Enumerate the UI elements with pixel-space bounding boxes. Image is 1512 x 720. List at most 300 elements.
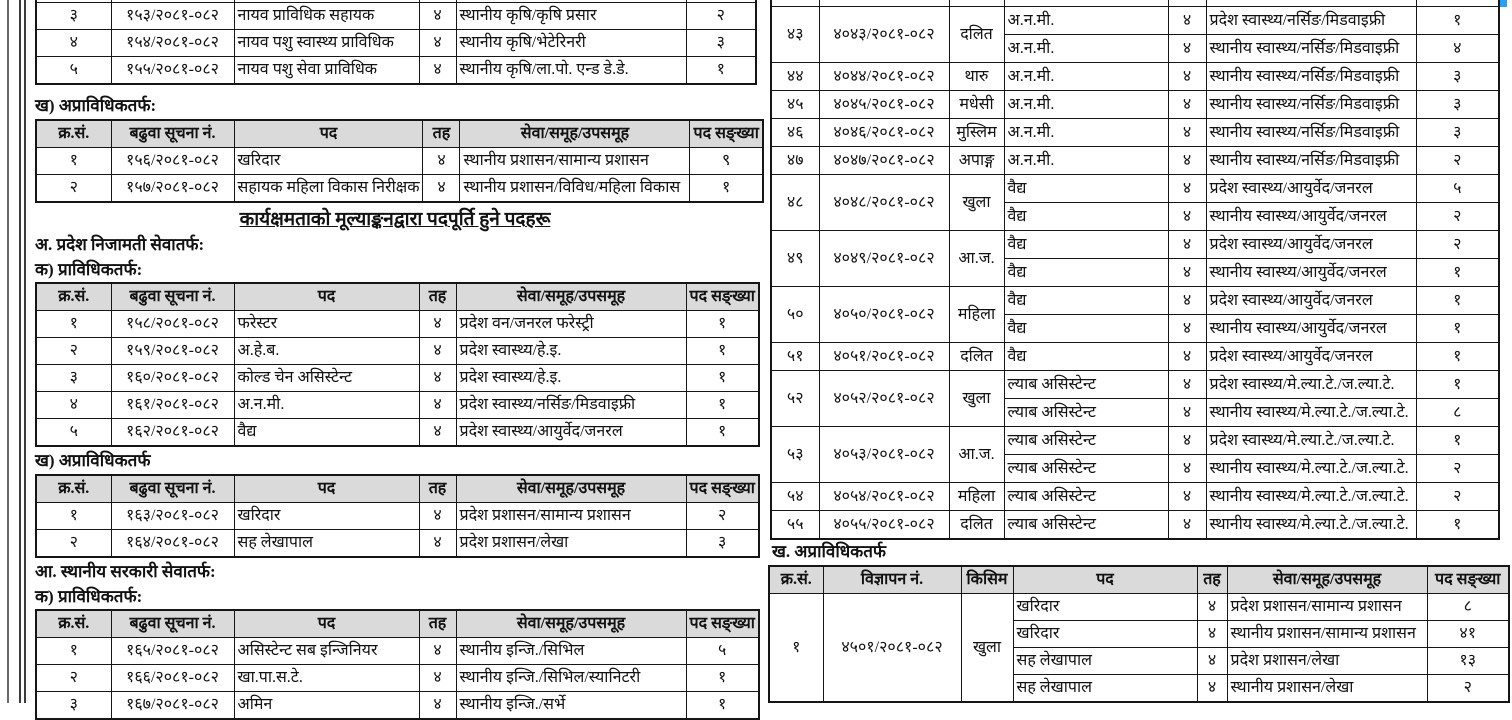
table-cell: स्थानीय स्वास्थ्य/नर्सिङ/मिडवाइफ्री: [1206, 119, 1416, 147]
table-cell: सहायक महिला विकास निरीक्षक: [234, 175, 423, 203]
table-cell: ४: [1168, 35, 1206, 63]
table-cell: १५५/२०८१-०८२: [111, 57, 234, 85]
table-cell: नायव प्राविधिक सहायक: [234, 3, 419, 30]
table-header-cell: पद सङ्ख्या: [686, 283, 759, 311]
table-cell: १६०/२०८१-०८२: [111, 365, 234, 392]
table-row: [771, 483, 1499, 511]
table-cell: ५४: [771, 483, 819, 511]
table-cell: ल्याब असिस्टेन्ट: [1004, 427, 1168, 455]
table-cell: ३: [36, 3, 111, 30]
table-cell: २: [36, 530, 111, 558]
table-cell: खुला: [949, 175, 1004, 231]
table-cell: स्थानीय स्वास्थ्य/मे.ल्या.टे./ज.ल्या.टे.: [1206, 511, 1416, 540]
pradesh-nontechnical-table: [35, 474, 760, 558]
table-cell: ४९: [771, 231, 819, 287]
table-cell: स्थानीय स्वास्थ्य/नर्सिङ/मिडवाइफ्री: [1206, 91, 1416, 119]
table-header-cell: सेवा/समूह/उपसमूह: [460, 120, 690, 148]
table-cell: स्थानीय प्रशासन/सामान्य प्रशासन: [1227, 621, 1427, 648]
table-cell: असिस्टेन्ट सब इन्जिनियर: [234, 638, 419, 665]
table-cell: अ.न.मी.: [1004, 35, 1168, 63]
table-header-cell: पद सङ्ख्या: [1427, 566, 1509, 594]
table-cell: ४०५३/२०८१-०८२: [819, 427, 949, 483]
table-cell: ३: [686, 30, 756, 57]
table-cell: ४: [1168, 315, 1206, 343]
table-cell: १५८/२०८१-०८२: [111, 311, 234, 338]
table-cell: प्रदेश स्वास्थ्य/हे.इ.: [456, 338, 686, 365]
advert-nontechnical-table: [768, 565, 1510, 703]
table-cell: ५२: [771, 371, 819, 427]
section-heading: आ. स्थानीय सरकारी सेवातर्फ:: [35, 562, 216, 581]
table-cell: स्थानीय स्वास्थ्य/नर्सिङ/मिडवाइफ्री: [1206, 63, 1416, 91]
table-cell: स्थानीय प्रशासन/लेखा: [1227, 675, 1427, 703]
table-cell: वैद्य: [1004, 175, 1168, 203]
table-cell: दलित: [949, 343, 1004, 371]
section-heading: अ. प्रदेश निजामती सेवातर्फ:: [35, 235, 205, 254]
table-cell: २: [36, 665, 111, 692]
table-cell: १: [686, 311, 759, 338]
table-cell: अ.न.मी.: [1004, 7, 1168, 35]
table-row: [771, 175, 1499, 203]
table-cell: ४: [423, 175, 460, 203]
table-cell: प्रदेश स्वास्थ्य/नर्सिङ/मिडवाइफ्री: [456, 392, 686, 419]
table-cell: अ.न.मी.: [1004, 119, 1168, 147]
table-header-cell: बढुवा सूचना नं.: [111, 610, 234, 638]
table-cell: १६७/२०८१-०८२: [111, 692, 234, 720]
section-heading: ख) अप्राविधिकतर्फ:: [35, 96, 157, 115]
table-cell: स्थानीय स्वास्थ्य/मे.ल्या.टे./ज.ल्या.टे.: [1206, 455, 1416, 483]
table-cell: २: [1416, 455, 1499, 483]
table-cell: प्रदेश स्वास्थ्य/मे.ल्या.टे./ज.ल्या.टे.: [1206, 427, 1416, 455]
table-cell: १: [1416, 427, 1499, 455]
table-cell: महिला: [949, 483, 1004, 511]
table-header-cell: क्र.सं.: [36, 120, 111, 148]
table-cell: मुस्लिम: [949, 119, 1004, 147]
table-cell: १: [769, 594, 823, 703]
table-header-row: [36, 120, 763, 148]
table-cell: प्रदेश स्वास्थ्य/नर्सिङ/मिडवाइफ्री: [1206, 7, 1416, 35]
table-cell: १: [686, 665, 759, 692]
table-cell: स्थानीय कृषि/भेटेरिनरी: [456, 30, 686, 57]
table-row: [36, 148, 763, 175]
table-cell: खरिदार: [1013, 621, 1197, 648]
table-cell: ४०४५/२०८१-०८२: [819, 91, 949, 119]
table-cell: ३: [1416, 91, 1499, 119]
table-header-cell: सेवा/समूह/उपसमूह: [456, 475, 686, 503]
table-cell: १: [1416, 511, 1499, 540]
table-cell: अ.हे.ब.: [234, 338, 419, 365]
table-cell: ४: [423, 148, 460, 175]
table-cell: २: [686, 503, 759, 530]
table-cell: ४: [419, 311, 456, 338]
table-cell: ल्याब असिस्टेन्ट: [1004, 399, 1168, 427]
table-cell: ५३: [771, 427, 819, 483]
table-row: [36, 175, 763, 203]
section-heading: क) प्राविधिकतर्फ:: [35, 587, 143, 606]
table-cell: ४: [419, 365, 456, 392]
table-cell: ल्याब असिस्टेन्ट: [1004, 483, 1168, 511]
table-cell: ४६: [771, 119, 819, 147]
pradesh-technical-table: [35, 282, 760, 447]
table-row: [771, 119, 1499, 147]
table-row: [36, 692, 759, 720]
table-header-cell: किसिम: [961, 566, 1013, 594]
table-cell: ४४: [771, 63, 819, 91]
table-cell: अ.न.मी.: [1004, 147, 1168, 175]
table-header-row: [36, 610, 759, 638]
table-cell: १६२/२०८१-०८२: [111, 419, 234, 447]
table-cell: १६५/२०८१-०८२: [111, 638, 234, 665]
table-header-cell: पद: [1013, 566, 1197, 594]
table-header-cell: तह: [423, 120, 460, 148]
table-header-cell: सेवा/समूह/उपसमूह: [456, 610, 686, 638]
table-cell: ४: [1168, 511, 1206, 540]
table-cell: वैद्य: [1004, 343, 1168, 371]
table-cell: वैद्य: [234, 419, 419, 447]
table-cell: १: [686, 338, 759, 365]
table-cell: प्रदेश प्रशासन/सामान्य प्रशासन: [1227, 594, 1427, 621]
table-cell: अ.न.मी.: [234, 392, 419, 419]
table-cell: ४: [1197, 675, 1227, 703]
table-cell: १६१/२०८१-०८२: [111, 392, 234, 419]
table-cell: मधेसी: [949, 91, 1004, 119]
table-cell: नायव पशु स्वास्थ्य प्राविधिक: [234, 30, 419, 57]
table-cell: ४: [419, 57, 456, 85]
table-cell: खरिदार: [234, 503, 419, 530]
table-cell: अ.न.मी.: [1004, 91, 1168, 119]
table-cell: ४५: [771, 91, 819, 119]
table-cell: ४: [1197, 621, 1227, 648]
table-row: [36, 3, 756, 30]
table-header-cell: पद: [234, 283, 419, 311]
table-cell: १५९/२०८१-०८२: [111, 338, 234, 365]
table-header-cell: पद: [234, 120, 423, 148]
table-cell: ४५०१/२०८१-०८२: [823, 594, 961, 703]
table-cell: १६४/२०८१-०८२: [111, 530, 234, 558]
table-cell: ४: [1168, 483, 1206, 511]
table-cell: १३: [1427, 648, 1509, 675]
table-cell: २: [1416, 231, 1499, 259]
table-header-cell: पद: [234, 610, 419, 638]
table-cell: १: [686, 692, 759, 720]
table-cell: ४०४८/२०८१-०८२: [819, 175, 949, 231]
table-cell: ३: [686, 530, 759, 558]
table-cell: स्थानीय कृषि/ला.पो. एन्ड डे.डे.: [456, 57, 686, 85]
table-cell: दलित: [949, 7, 1004, 63]
table-cell: वैद्य: [1004, 203, 1168, 231]
table-cell: प्रदेश स्वास्थ्य/आयुर्वेद/जनरल: [1206, 231, 1416, 259]
table-cell: १: [36, 638, 111, 665]
table-cell: ४०४७/२०८१-०८२: [819, 147, 949, 175]
table-cell: ४: [36, 392, 111, 419]
table-row: [36, 419, 759, 447]
table-cell: नायव पशु सेवा प्राविधिक: [234, 57, 419, 85]
table-cell: ४७: [771, 147, 819, 175]
table-cell: १: [36, 503, 111, 530]
section-heading: ख. अप्राविधिकतर्फ: [772, 542, 887, 561]
table-cell: ४३: [771, 7, 819, 63]
table-cell: २: [686, 3, 756, 30]
table-cell: अपाङ्ग: [949, 147, 1004, 175]
table-cell: १६३/२०८१-०८२: [111, 503, 234, 530]
table-header-cell: बढुवा सूचना नं.: [111, 475, 234, 503]
table-cell: ५: [36, 57, 111, 85]
table-row: [771, 7, 1499, 35]
table-row: [36, 365, 759, 392]
table-cell: १५४/२०८१-०८२: [111, 30, 234, 57]
table-row: [771, 287, 1499, 315]
table-cell: आ.ज.: [949, 231, 1004, 287]
table-cell: स्थानीय स्वास्थ्य/मे.ल्या.टे./ज.ल्या.टे.: [1206, 483, 1416, 511]
table-cell: स्थानीय कृषि/कृषि प्रसार: [456, 3, 686, 30]
table-cell: १५३/२०८१-०८२: [111, 3, 234, 30]
table-cell: ल्याब असिस्टेन्ट: [1004, 371, 1168, 399]
table-cell: आ.ज.: [949, 427, 1004, 483]
table-cell: स्थानीय प्रशासन/सामान्य प्रशासन: [460, 148, 690, 175]
table-cell: ४८: [771, 175, 819, 231]
table-cell: ४: [1168, 91, 1206, 119]
table-cell: ४: [1168, 399, 1206, 427]
table-cell: ४: [419, 3, 456, 30]
table-cell: स्थानीय इन्जि./सिभिल: [456, 638, 686, 665]
table-cell: प्रदेश प्रशासन/सामान्य प्रशासन: [456, 503, 686, 530]
table-header-cell: क्र.सं.: [36, 610, 111, 638]
table-cell: प्रदेश स्वास्थ्य/आयुर्वेद/जनरल: [1206, 287, 1416, 315]
table-cell: १: [690, 175, 763, 203]
table-cell: ८: [1427, 594, 1509, 621]
table-header-cell: पद सङ्ख्या: [690, 120, 763, 148]
table-cell: फरेस्टर: [234, 311, 419, 338]
table-row: [36, 311, 759, 338]
table-cell: ४०५१/२०८१-०८२: [819, 343, 949, 371]
table-header-row: [36, 283, 759, 311]
table-row: [771, 231, 1499, 259]
table-cell: २: [1427, 675, 1509, 703]
table-cell: ४०४४/२०८१-०८२: [819, 63, 949, 91]
table-row: [36, 503, 759, 530]
table-cell: स्थानीय स्वास्थ्य/आयुर्वेद/जनरल: [1206, 259, 1416, 287]
table-cell: स्थानीय स्वास्थ्य/आयुर्वेद/जनरल: [1206, 203, 1416, 231]
table-cell: ४: [419, 530, 456, 558]
table-row: [36, 665, 759, 692]
table-cell: २: [36, 338, 111, 365]
table-cell: ५५: [771, 511, 819, 540]
table-cell: ४: [36, 30, 111, 57]
table-cell: २: [1416, 483, 1499, 511]
table-cell: ४०५२/२०८१-०८२: [819, 371, 949, 427]
table-cell: ४: [1168, 175, 1206, 203]
table-cell: ५: [686, 638, 759, 665]
table-cell: ४०५४/२०८१-०८२: [819, 483, 949, 511]
table-cell: १५६/२०८१-०८२: [111, 148, 234, 175]
table-cell: ४: [1168, 231, 1206, 259]
table-row: [771, 371, 1499, 399]
table-cell: ४०५५/२०८१-०८२: [819, 511, 949, 540]
table-row: [36, 392, 759, 419]
table-cell: १: [1416, 287, 1499, 315]
table-row: [771, 427, 1499, 455]
local-technical-table: [35, 609, 760, 720]
table-row: [771, 63, 1499, 91]
table-header-cell: तह: [1197, 566, 1227, 594]
table-cell: ४: [419, 392, 456, 419]
table-cell: स्थानीय स्वास्थ्य/आयुर्वेद/जनरल: [1206, 315, 1416, 343]
table-cell: प्रदेश प्रशासन/लेखा: [456, 530, 686, 558]
table-cell: ४: [419, 638, 456, 665]
table-cell: ४: [1168, 343, 1206, 371]
table-cell: ४०४३/२०८१-०८२: [819, 7, 949, 63]
table-cell: ४०४६/२०८१-०८२: [819, 119, 949, 147]
table-header-cell: सेवा/समूह/उपसमूह: [1227, 566, 1427, 594]
table-row: [36, 638, 759, 665]
table-header-cell: तह: [419, 283, 456, 311]
table-cell: ५: [1416, 175, 1499, 203]
table-cell: खरिदार: [1013, 594, 1197, 621]
table-header-cell: तह: [419, 610, 456, 638]
table-cell: दलित: [949, 511, 1004, 540]
table-cell: ४: [419, 503, 456, 530]
table-row: [36, 57, 756, 85]
table-cell: २: [1416, 203, 1499, 231]
table-cell: स्थानीय प्रशासन/विविध/महिला विकास: [460, 175, 690, 203]
table-cell: ५१: [771, 343, 819, 371]
table-cell: वैद्य: [1004, 259, 1168, 287]
table-cell: महिला: [949, 287, 1004, 343]
table-cell: १: [686, 57, 756, 85]
table-cell: वैद्य: [1004, 315, 1168, 343]
table-cell: प्रदेश स्वास्थ्य/आयुर्वेद/जनरल: [1206, 175, 1416, 203]
table-cell: प्रदेश स्वास्थ्य/मे.ल्या.टे./ज.ल्या.टे.: [1206, 371, 1416, 399]
table-cell: ल्याब असिस्टेन्ट: [1004, 511, 1168, 540]
table-header-cell: बढुवा सूचना नं.: [111, 283, 234, 311]
table-header-cell: पद सङ्ख्या: [686, 475, 759, 503]
table-cell: ४: [419, 30, 456, 57]
table-cell: ४: [419, 692, 456, 720]
table-row: [771, 147, 1499, 175]
table-cell: स्थानीय स्वास्थ्य/नर्सिङ/मिडवाइफ्री: [1206, 35, 1416, 63]
table-row: [36, 30, 756, 57]
table-cell: ४: [1168, 147, 1206, 175]
table-cell: ४१: [1427, 621, 1509, 648]
table-cell: ४०५०/२०८१-०८२: [819, 287, 949, 343]
table-cell: ५: [36, 419, 111, 447]
table-cell: प्रदेश प्रशासन/लेखा: [1227, 648, 1427, 675]
table-cell: ४: [1168, 455, 1206, 483]
table-cell: ४: [1168, 203, 1206, 231]
table-cell: ३: [1416, 119, 1499, 147]
section-heading: क) प्राविधिकतर्फ:: [35, 260, 143, 279]
local-promotion-nontechnical-table: [35, 119, 764, 203]
table-cell: ४: [1197, 648, 1227, 675]
page-border-line: [24, 0, 26, 703]
table-cell: ४: [1168, 287, 1206, 315]
table-cell: कोल्ड चेन असिस्टेन्ट: [234, 365, 419, 392]
table-header-cell: क्र.सं.: [769, 566, 823, 594]
table-cell: २: [36, 175, 111, 203]
table-cell: १: [686, 392, 759, 419]
page-border-line: [19, 0, 21, 703]
advert-inclusive-table-continued: [770, 0, 1500, 540]
table-cell: सह लेखापाल: [1013, 648, 1197, 675]
table-cell: खुला: [961, 594, 1013, 703]
local-promotion-technical-table-continued: [35, 0, 757, 85]
table-header-cell: बढुवा सूचना नं.: [111, 120, 234, 148]
table-cell: १५७/२०८१-०८२: [111, 175, 234, 203]
table-cell: खरिदार: [234, 148, 423, 175]
table-cell: ४: [419, 338, 456, 365]
table-cell: स्थानीय इन्जि./सिभिल/स्यानिटरी: [456, 665, 686, 692]
table-cell: स्थानीय इन्जि./सर्भे: [456, 692, 686, 720]
table-cell: १: [36, 148, 111, 175]
table-header-cell: क्र.सं.: [36, 475, 111, 503]
table-cell: अमिन: [234, 692, 419, 720]
section-heading: ख) अप्राविधिकतर्फ: [35, 451, 151, 470]
table-header-cell: पद: [234, 475, 419, 503]
table-cell: १: [1416, 343, 1499, 371]
table-row: [36, 530, 759, 558]
table-header-cell: सेवा/समूह/उपसमूह: [456, 283, 686, 311]
table-cell: १: [1416, 371, 1499, 399]
table-cell: अ.न.मी.: [1004, 63, 1168, 91]
table-cell: स्थानीय स्वास्थ्य/नर्सिङ/मिडवाइफ्री: [1206, 147, 1416, 175]
table-cell: प्रदेश स्वास्थ्य/आयुर्वेद/जनरल: [1206, 343, 1416, 371]
table-cell: ४: [419, 665, 456, 692]
table-cell: वैद्य: [1004, 231, 1168, 259]
table-cell: ९: [690, 148, 763, 175]
table-header-cell: तह: [419, 475, 456, 503]
table-cell: ४: [1168, 63, 1206, 91]
table-row: [771, 343, 1499, 371]
table-cell: खुला: [949, 371, 1004, 427]
table-cell: ४: [419, 419, 456, 447]
table-cell: ३: [1416, 63, 1499, 91]
table-cell: वैद्य: [1004, 287, 1168, 315]
table-cell: १: [686, 365, 759, 392]
table-cell: ४: [1168, 371, 1206, 399]
table-cell: सह लेखापाल: [1013, 675, 1197, 703]
table-cell: १: [1416, 315, 1499, 343]
table-header-cell: पद सङ्ख्या: [686, 610, 759, 638]
table-cell: २: [1416, 147, 1499, 175]
table-header-cell: विज्ञापन नं.: [823, 566, 961, 594]
table-cell: ४: [1168, 119, 1206, 147]
page-title: कार्यक्षमताको मूल्याङ्कनद्वारा पदपूर्ति हुने पदहरू: [239, 209, 551, 230]
table-cell: प्रदेश वन/जनरल फरेस्ट्री: [456, 311, 686, 338]
table-header-row: [769, 566, 1509, 594]
page-border-line: [7, 0, 9, 703]
table-cell: ४: [1197, 594, 1227, 621]
table-cell: प्रदेश स्वास्थ्य/आयुर्वेद/जनरल: [456, 419, 686, 447]
table-cell: १: [686, 419, 759, 447]
table-cell: १६६/२०८१-०८२: [111, 665, 234, 692]
table-cell: ४: [1168, 427, 1206, 455]
table-cell: ५०: [771, 287, 819, 343]
table-cell: ८: [1416, 399, 1499, 427]
table-header-row: [36, 475, 759, 503]
table-cell: १: [36, 311, 111, 338]
table-cell: ४: [1416, 35, 1499, 63]
table-cell: १: [1416, 7, 1499, 35]
table-cell: ३: [36, 692, 111, 720]
table-cell: १: [1416, 259, 1499, 287]
table-row: [771, 91, 1499, 119]
table-cell: ४०४९/२०८१-०८२: [819, 231, 949, 287]
table-cell: स्थानीय स्वास्थ्य/मे.ल्या.टे./ज.ल्या.टे.: [1206, 399, 1416, 427]
table-row: [769, 594, 1509, 621]
table-cell: खा.पा.स.टे.: [234, 665, 419, 692]
table-cell: ४: [1168, 7, 1206, 35]
table-row: [36, 338, 759, 365]
table-cell: थारु: [949, 63, 1004, 91]
